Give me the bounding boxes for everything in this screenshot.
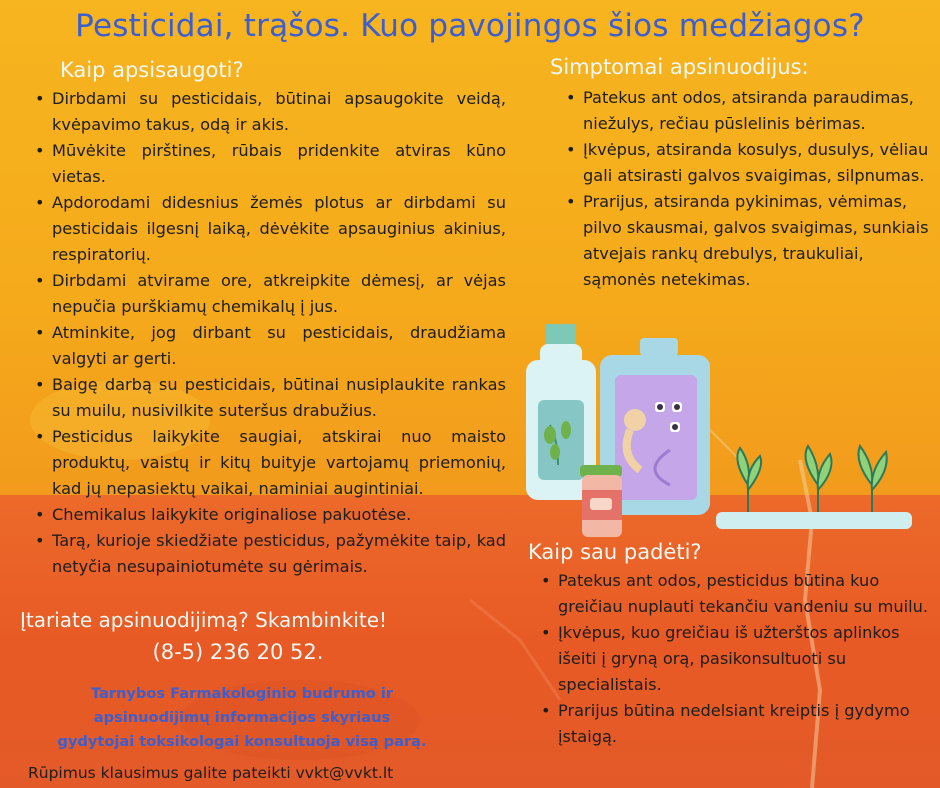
phone-number[interactable]: (8-5) 236 20 52. [152,640,324,664]
seedling-icon [716,446,912,529]
small-jar-icon [580,465,622,537]
protect-item: • Chemikalus laikykite originaliose pakuotėse. [32,502,506,528]
protect-item: • Dirbdami su pesticidais, būtinai apsaugokite veidą, kvėpavimo takus, odą ir akis. [32,86,506,138]
help-item: • Patekus ant odos, pesticidus būtina kuo greičiau nuplauti tekančiu vandeniu su muilu. [538,568,936,620]
contact-email-line: Rūpimus klausimus galite pateikti vvkt@vvkt.lt [28,764,394,782]
protect-list [32,86,506,580]
help-heading: Kaip sau padėti? [528,540,702,564]
help-item: • Įkvėpus, kuo greičiau iš užterštos aplinkos išeiti į gryną orą, pasikonsultuoti su specialistais. [538,620,936,698]
help-list [538,568,936,750]
pesticide-illustration [520,320,920,550]
symptom-item: • Prarijus, atsiranda pykinimas, vėmimas, pilvo skausmai, galvos svaigimas, sunkiais atvejais rankų drebulys, traukuliai, sąmonės netekimas. [563,189,933,293]
protect-item: • Atminkite, jog dirbant su pesticidais, draudžiama valgyti ar gerti. [32,320,506,372]
info-block [22,682,462,754]
protect-item: • Tarą, kurioje skiedžiate pesticidus, pažymėkite taip, kad netyčia nesupainiotumėte su gėrimais. [32,528,506,580]
page-title: Pesticidai, trąšos. Kuo pavojingos šios medžiagos? [75,8,865,44]
protect-heading: Kaip apsisaugoti? [60,58,244,82]
protect-item: • Apdorodami didesnius žemės plotus ar dirbdami su pesticidais ilgesnį laiką, dėvėkite apsauginius akinius, respiratorių. [32,190,506,268]
protect-item: • Mūvėkite pirštines, rūbais pridenkite atviras kūno vietas. [32,138,506,190]
protect-item: • Pesticidus laikykite saugiai, atskirai nuo maisto produktų, vaistų ir kitų buityje vartojamų priemonių, kad jų nepasiektų vaikai, naminiai augintiniai. [32,424,506,502]
symptom-item: • Įkvėpus, atsiranda kosulys, dusulys, vėliau gali atsirasti galvos svaigimas, silpnumas. [563,137,933,189]
symptoms-heading: Simptomai apsinuodijus: [550,55,809,79]
protect-item: • Baigę darbą su pesticidais, būtinai nusiplaukite rankas su muilu, nusivilkite suteršus drabužius. [32,372,506,424]
help-item: • Prarijus būtina nedelsiant kreiptis į gydymo įstaigą. [538,698,936,750]
symptom-item: • Patekus ant odos, atsiranda paraudimas, niežulys, rečiau pūslelinis bėrimas. [563,85,933,137]
info-line: Tarnybos Farmakologinio budrumo ir [90,685,394,702]
info-line: gydytojai toksikologai konsultuoja visą parą. [57,733,427,750]
info-line: apsinuodijimų informacijos skyriaus [93,709,391,726]
call-prompt: Įtariate apsinuodijimą? Skambinkite! [20,608,388,632]
protect-item: • Dirbdami atvirame ore, atkreipkite dėmesį, ar vėjas nepučia purškiamų chemikalų į jus. [32,268,506,320]
symptoms-list [563,85,933,293]
